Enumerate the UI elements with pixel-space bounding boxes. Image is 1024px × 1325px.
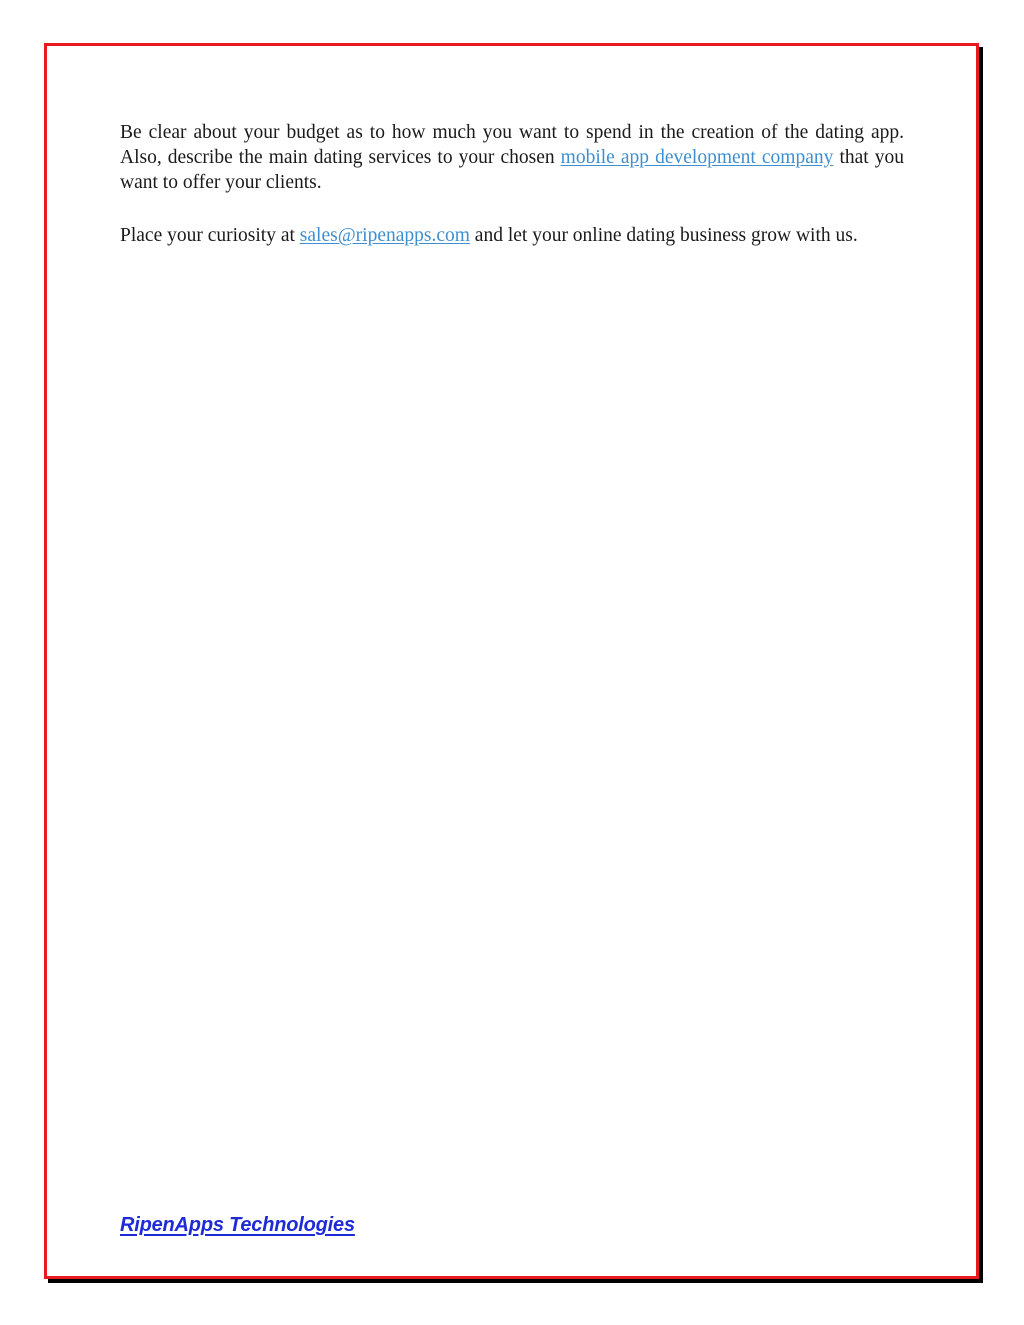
footer-brand-link[interactable]: RipenApps Technologies xyxy=(120,1214,355,1236)
contact-paragraph-text: Place your curiosity at xyxy=(120,225,300,246)
mobile-app-development-company-link[interactable]: mobile app development company xyxy=(560,147,834,168)
sales-email-link[interactable]: sales@ripenapps.com xyxy=(299,225,470,246)
budget-paragraph xyxy=(120,120,904,195)
contact-paragraph xyxy=(120,223,904,248)
contact-paragraph-text-end: and let your online dating business grow with us. xyxy=(469,225,858,246)
budget-paragraph-text-end: that you want to offer your clients. xyxy=(120,147,904,193)
document-body xyxy=(120,120,904,276)
budget-paragraph-text: Be clear about your budget as to how much you want to spend in the creation of the dating app. Also, describe the main dating services to your chosen xyxy=(120,122,904,168)
